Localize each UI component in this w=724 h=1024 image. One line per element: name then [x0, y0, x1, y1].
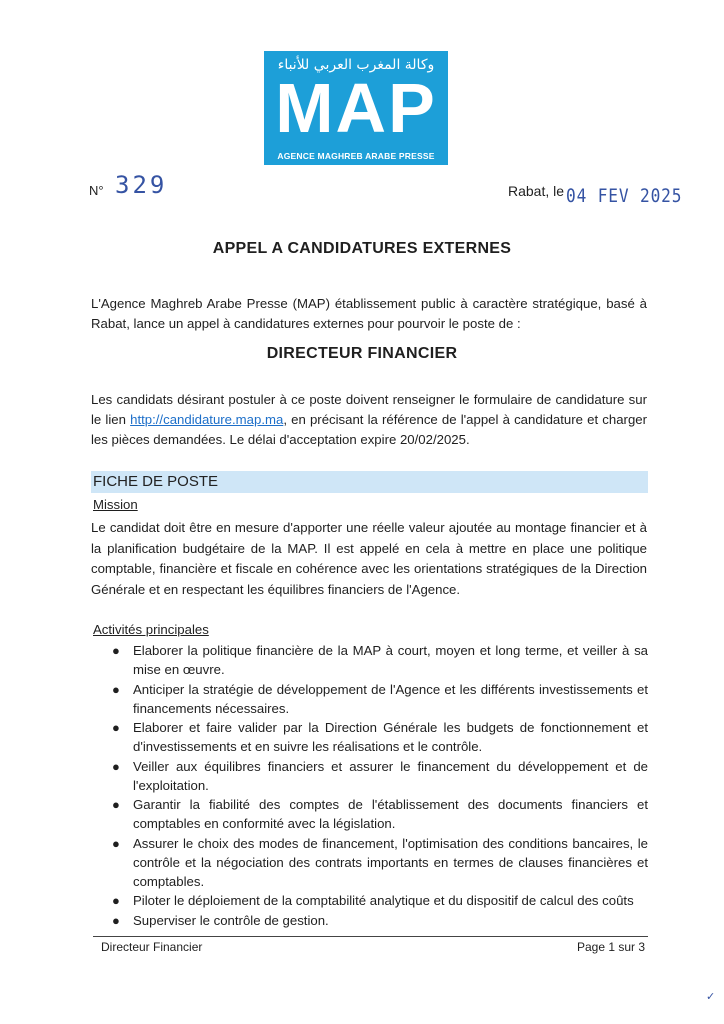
intro-paragraph: L'Agence Maghreb Arabe Presse (MAP) établissement public à caractère stratégique, basé à Rabat, lance un appel à candidatures externes pour pourvoir le poste de :: [91, 296, 647, 331]
bullet-icon: ●: [112, 912, 120, 928]
bullet-icon: ●: [112, 835, 120, 851]
bullet-icon: ●: [112, 720, 120, 735]
list-item-text: Veiller aux équilibres financiers et assurer le financement du développement et de l'exploitation.: [133, 758, 648, 793]
list-item: [112, 641, 648, 679]
position-title: DIRECTEUR FINANCIER: [266, 345, 458, 362]
candidature-link[interactable]: http://candidature.map.ma: [130, 412, 284, 427]
mission-paragraph: Le candidat doit être en mesure d'apporter une réelle valeur ajoutée au montage financier et à la planification budgétaire de la MAP. Il est appelé en cela à mettre en place une politique comptable, financière et fiscale en cohérence avec les orientations stratégiques de la Direction Générale et en respectant les équilibres financiers de l'Agence.: [91, 520, 647, 597]
instructions-paragraph: [91, 390, 647, 450]
mission-heading: Mission: [93, 497, 138, 512]
date-label: Rabat, le: [508, 183, 565, 199]
list-item-text: Assurer le choix des modes de financement, l'optimisation des conditions bancaires, le contrôle et la négociation des contrats importants en termes de clauses financières et comptables.: [133, 835, 648, 889]
logo-arabic-text: وكالة المغرب العربي للأنباء: [277, 57, 435, 73]
list-item-text: Piloter le déploiement de la comptabilité analytique et du dispositif de calcul des coûts: [133, 893, 634, 908]
footer-document-name: Directeur Financier: [101, 940, 203, 954]
bullet-icon: ●: [112, 893, 120, 908]
bullet-icon: ●: [112, 797, 120, 812]
initial-mark-icon: ✓: [706, 991, 716, 1003]
list-item: [112, 834, 648, 891]
reference-number-label: N°: [89, 183, 104, 198]
date-stamp: 04 FEV 2025: [566, 185, 683, 207]
instructions-text-before: Les candidats désirant postuler à ce poste doivent renseigner le formulaire de candidature sur le lien: [91, 392, 647, 427]
footer-divider: [93, 936, 648, 937]
list-item: [112, 795, 648, 833]
list-item-text: Anticiper la stratégie de développement de l'Agence et les différents investissements et financements nécessaires.: [133, 681, 648, 716]
reference-number: 329: [115, 171, 168, 199]
activities-heading: Activités principales: [93, 622, 209, 637]
list-item-text: Superviser le contrôle de gestion.: [133, 912, 329, 928]
footer-page-number: Page 1 sur 3: [577, 940, 646, 954]
list-item-text: Garantir la fiabilité des comptes de l'établissement des documents financiers et comptables en conformité avec la législation.: [133, 797, 648, 831]
section-header-band: [91, 471, 648, 493]
list-item-text: Elaborer la politique financière de la MAP à court, moyen et long terme, et veiller à sa mise en œuvre.: [133, 643, 648, 677]
section-header-text: FICHE DE POSTE: [93, 473, 219, 490]
logo-subtitle: AGENCE MAGHREB ARABE PRESSE: [277, 151, 435, 161]
list-item: [112, 718, 648, 756]
bullet-icon: ●: [112, 643, 120, 658]
list-item-text: Elaborer et faire valider par la Direction Générale les budgets de fonctionnement et d'investissements et en suivre les réalisations et le contrôle.: [133, 720, 648, 754]
instructions-text-after: , en précisant la référence de l'appel à candidature et charger les pièces demandées. Le délai d'acceptation expire 20/02/2025.: [91, 412, 648, 447]
list-item: [112, 757, 648, 795]
list-item: [112, 911, 648, 930]
bullet-icon: ●: [112, 681, 120, 697]
list-item: [112, 680, 648, 718]
logo-acronym: MAP: [275, 69, 437, 147]
document-title: APPEL A CANDIDATURES EXTERNES: [212, 240, 512, 257]
map-logo: [264, 51, 448, 165]
activities-list: [112, 641, 648, 930]
list-item: [112, 891, 648, 910]
bullet-icon: ●: [112, 758, 120, 774]
